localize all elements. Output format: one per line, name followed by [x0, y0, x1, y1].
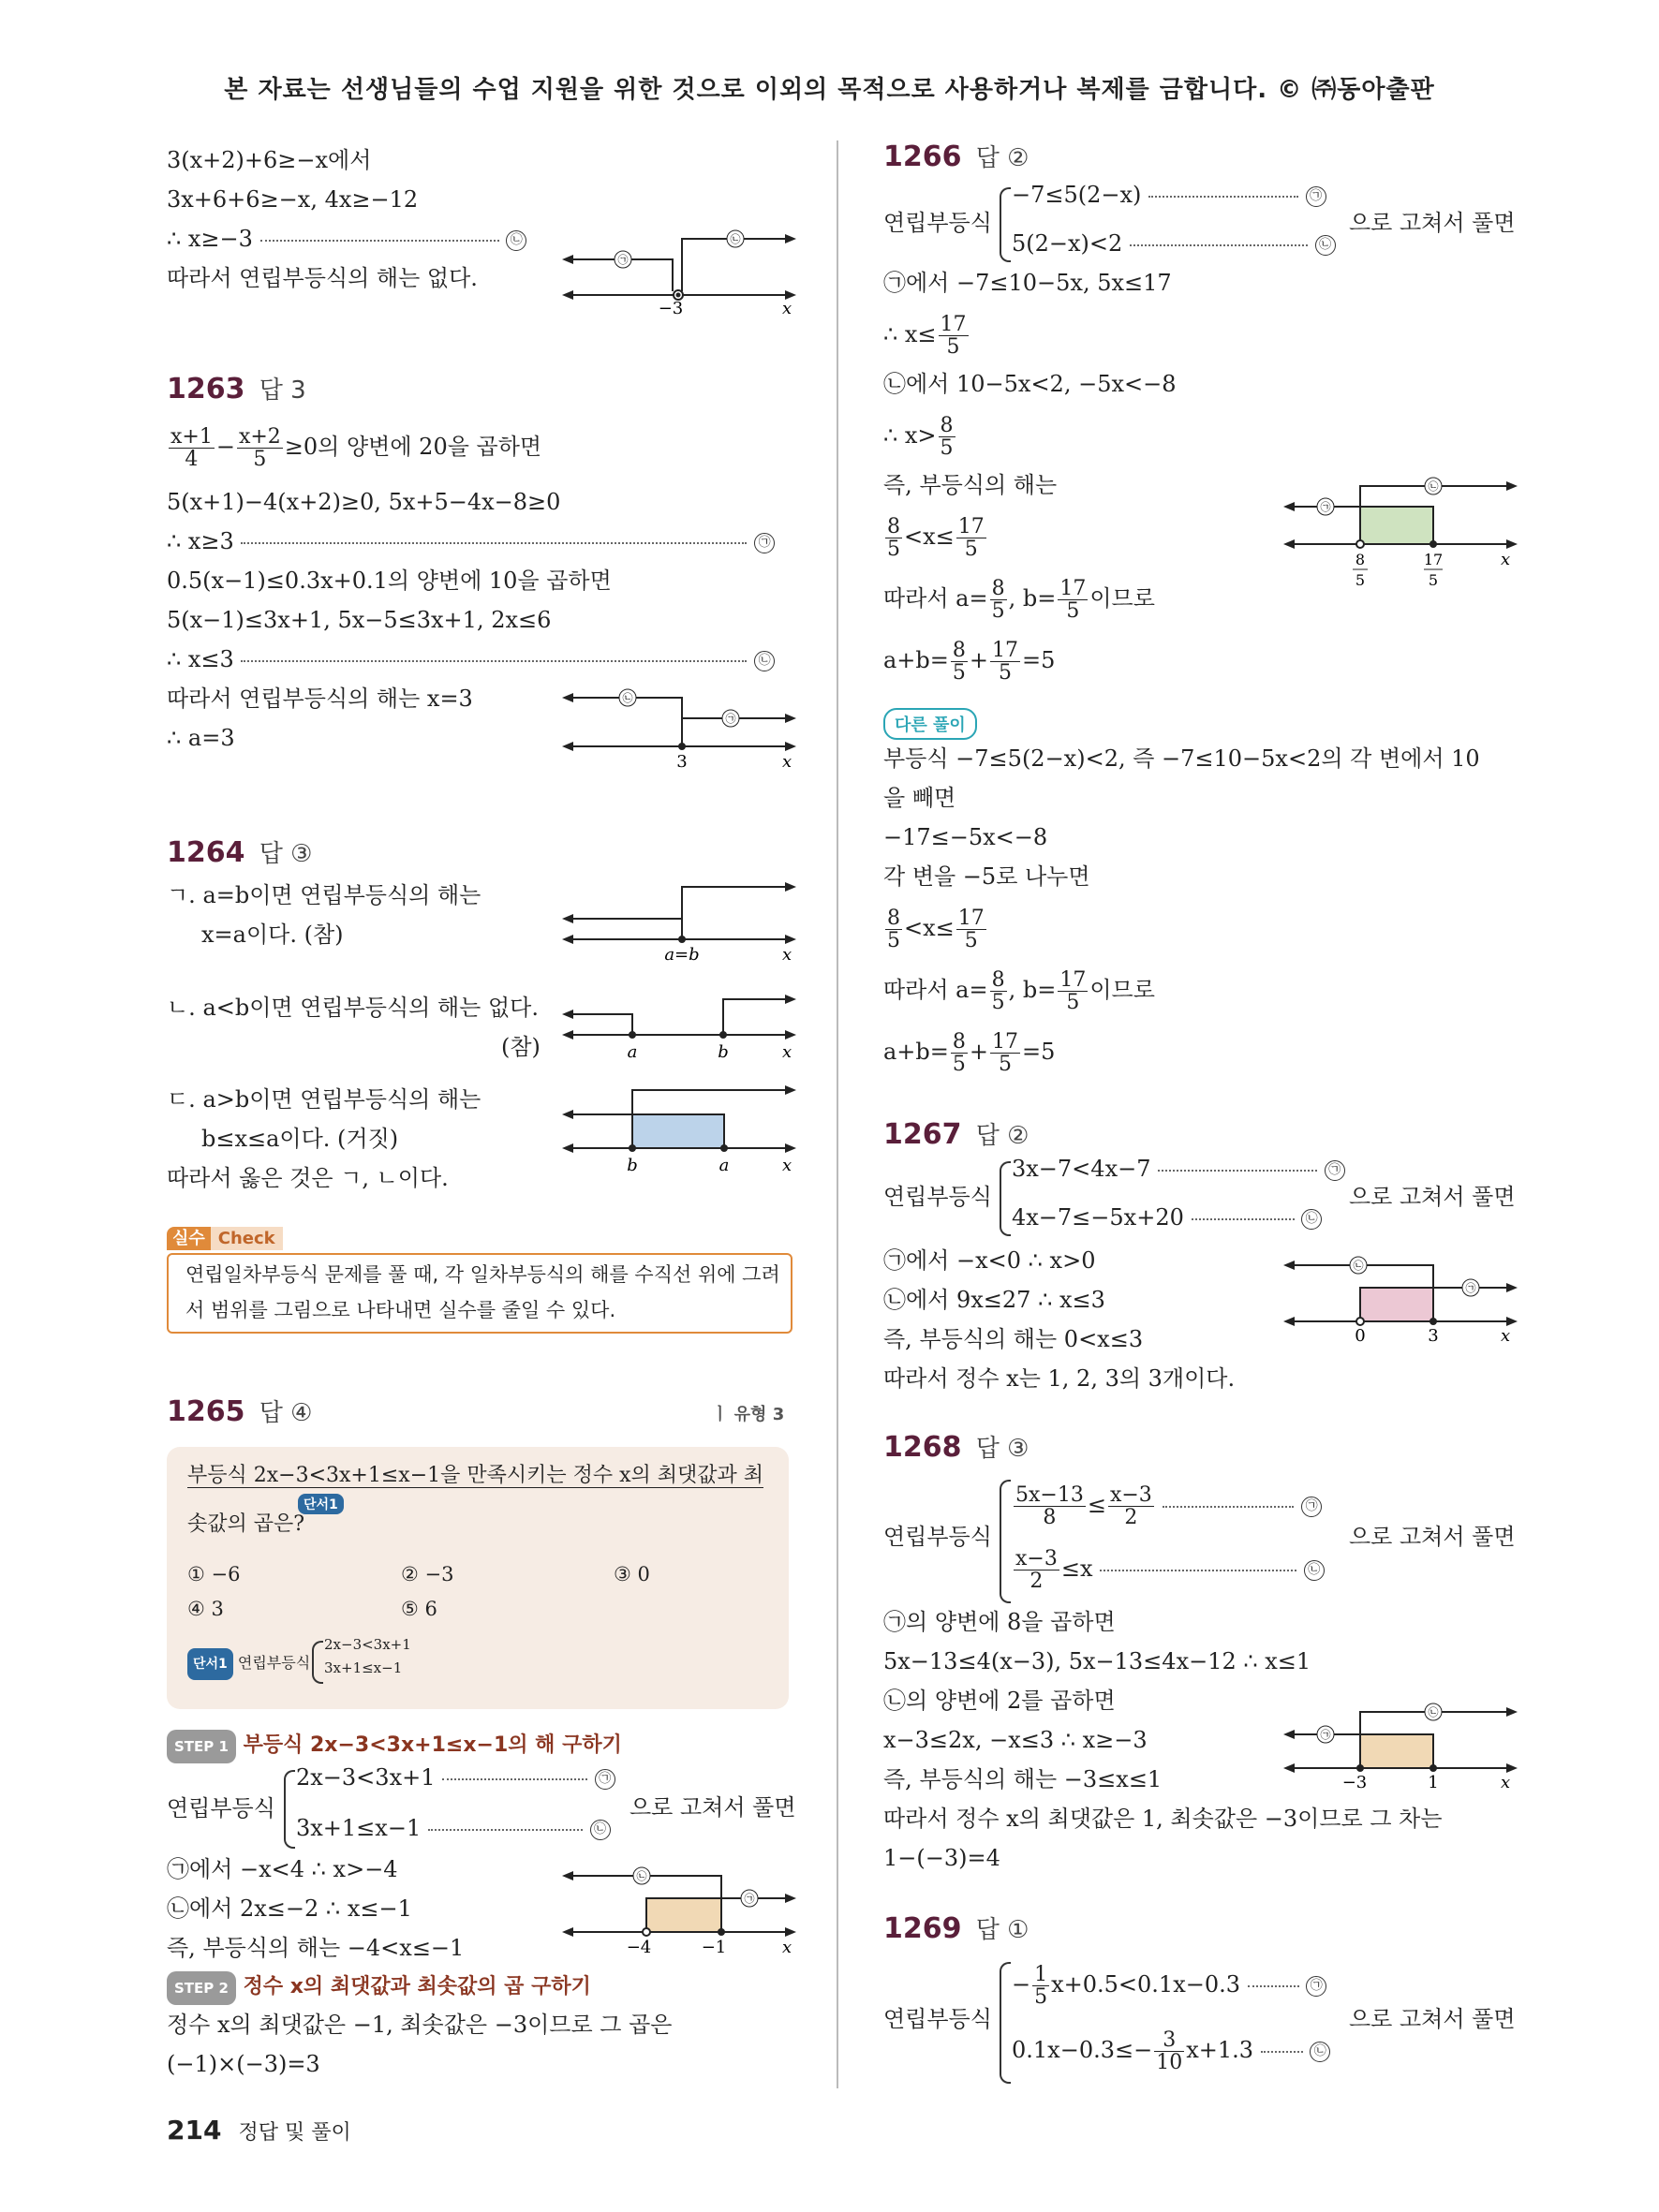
- p1267-sys-tail: 으로 고쳐서 풀면: [1349, 1184, 1516, 1210]
- svg-text:x: x: [782, 752, 792, 772]
- svg-text:㉡: ㉡: [730, 233, 741, 245]
- p1266-m6: 따라서 a= $\frac{8}{5}$ , b= $\frac{17}{5}$ 이므로: [883, 967, 1155, 1014]
- svg-text:㉠: ㉠: [617, 254, 629, 266]
- svg-text:㉡: ㉡: [636, 1870, 647, 1882]
- svg-text:㉡: ㉡: [1353, 1260, 1364, 1272]
- p1267-sys-2: 4x−7≤−5x+20 ㉡: [1012, 1202, 1322, 1232]
- svg-text:0: 0: [1355, 1326, 1366, 1344]
- p1263-line-1: $\frac{x+1}{4}$ − $\frac{x+2}{5}$ ≥0의 양변에 20을 곱하면: [170, 424, 542, 471]
- p1263-line-7: 따라서 연립부등식의 해는 x=3: [167, 686, 473, 712]
- p1265-s5: (−1)×(−3)=3: [167, 2051, 320, 2077]
- problem-1267-header: 1267 답 ②: [883, 1118, 1029, 1151]
- p1264-c2: b≤x≤a이다. (거짓): [201, 1126, 399, 1152]
- p1267-sys-label: 연립부등식: [883, 1184, 992, 1210]
- p1266-l5: 즉, 부등식의 해는: [883, 472, 1058, 498]
- top-line-2: 3x+6+6≥−x, 4x≥−12: [167, 186, 419, 213]
- svg-text:㉠: ㉠: [744, 1893, 755, 1905]
- choice-2: ② −3: [401, 1563, 454, 1585]
- step2-title: STEP 2 정수 x의 최댓값과 최솟값의 곱 구하기: [167, 1970, 591, 2005]
- p1268-l6: 따라서 정수 x의 최댓값은 1, 최솟값은 −3이므로 그 차는: [883, 1806, 1443, 1832]
- p1263-line-4: 0.5(x−1)≤0.3x+0.1의 양변에 10을 곱하면: [167, 568, 612, 594]
- p1266-m7: a+b= $\frac{8}{5}$ + $\frac{17}{5}$ =5: [883, 1029, 1056, 1076]
- p1264-c1: ㄷ. a>b이면 연립부등식의 해는: [167, 1086, 481, 1113]
- p1268-sys-tail: 으로 고쳐서 풀면: [1349, 1524, 1516, 1550]
- svg-text:x: x: [1501, 1773, 1511, 1791]
- problem-1268-header: 1268 답 ③: [883, 1431, 1029, 1464]
- alternative-solution-badge: 다른 풀이: [883, 708, 977, 740]
- top-line-3: ∴ x≥−3 ㉡: [167, 224, 526, 254]
- svg-text:x: x: [782, 1042, 792, 1062]
- choice-4: ④ 3: [187, 1598, 224, 1620]
- svg-text:㉡: ㉡: [1428, 480, 1439, 493]
- p1265-s2: ㉡에서 2x≤−2 ∴ x≤−1: [167, 1895, 412, 1922]
- p1268-sys-1: $\frac{5x-13}{8}$ ≤ $\frac{x-3}{2}$ ㉠: [1012, 1480, 1322, 1530]
- hint-badge: 단서1: [298, 1494, 344, 1514]
- p1265-s3: 즉, 부등식의 해는 −4<x≤−1: [167, 1935, 465, 1961]
- problem-1264-header: 1264 답 ③: [167, 836, 313, 869]
- p1268-l5: 즉, 부등식의 해는 −3≤x≤1: [883, 1766, 1163, 1792]
- top-line-4: 따라서 연립부등식의 해는 없다.: [167, 265, 478, 291]
- p1264-a1: ㄱ. a=b이면 연립부등식의 해는: [167, 882, 481, 908]
- svg-text:㉠: ㉠: [1465, 1282, 1476, 1294]
- svg-text:a: a: [718, 1156, 730, 1175]
- problem-1269-header: 1269 답 ①: [883, 1912, 1029, 1945]
- choice-3: ③ 0: [614, 1563, 650, 1585]
- page-footer: 214 정답 및 풀이: [167, 2115, 351, 2146]
- copyright-banner: 본 자료는 선생님들의 수업 지원을 위한 것으로 이외의 목적으로 사용하거나 복제를 금합니다. © ㈜동아출판: [224, 76, 1435, 104]
- p1266-m3: −17≤−5x<−8: [883, 824, 1048, 850]
- check-text-2: 서 범위를 그림으로 나타내면 실수를 줄일 수 있다.: [185, 1299, 616, 1321]
- svg-text:17: 17: [1423, 551, 1444, 568]
- svg-text:5: 5: [1428, 571, 1439, 589]
- p1266-m2: 을 빼면: [883, 785, 956, 811]
- p1264-b1: ㄴ. a<b이면 연립부등식의 해는 없다.: [167, 995, 539, 1021]
- p1266-sys-1: −7≤5(2−x) ㉠: [1012, 180, 1326, 210]
- p1267-l4: 따라서 정수 x는 1, 2, 3의 3개이다.: [883, 1365, 1236, 1392]
- p1269-sys-2: 0.1x−0.3≤− $\frac{3}{10}$ x+1.3 ㉡: [1012, 2025, 1330, 2075]
- p1268-l1: ㉠의 양변에 8을 곱하면: [883, 1609, 1116, 1635]
- question-line-2: 솟값의 곱은?: [187, 1512, 305, 1536]
- p1266-l7: 따라서 a= $\frac{8}{5}$ , b= $\frac{17}{5}$ 이므로: [883, 576, 1155, 623]
- svg-text:㉡: ㉡: [1428, 1706, 1439, 1718]
- svg-text:x: x: [782, 299, 792, 318]
- svg-text:b: b: [627, 1156, 638, 1175]
- hint-sys-2: 3x+1≤x−1: [324, 1659, 403, 1676]
- problem-1263-header: 1263 답 3: [167, 373, 306, 406]
- number-line-1264b: [562, 988, 796, 1063]
- hint-sys-1: 2x−3<3x+1: [324, 1636, 411, 1653]
- p1266-m1: 부등식 −7≤5(2−x)<2, 즉 −7≤10−5x<2의 각 변에서 10: [883, 745, 1480, 772]
- p1268-l4: x−3≤2x, −x≤3 ∴ x≥−3: [883, 1727, 1148, 1753]
- p1267-l2: ㉡에서 9x≤27 ∴ x≤3: [883, 1287, 1105, 1313]
- p1266-sys-tail: 으로 고쳐서 풀면: [1349, 210, 1516, 236]
- number-line-1268: [1283, 1697, 1518, 1791]
- p1268-l3: ㉡의 양변에 2를 곱하면: [883, 1688, 1116, 1714]
- svg-text:a=b: a=b: [664, 945, 700, 965]
- p1269-sys-label: 연립부등식: [883, 2006, 992, 2032]
- p1267-l1: ㉠에서 −x<0 ∴ x>0: [883, 1247, 1096, 1274]
- number-line-1267: [1283, 1250, 1518, 1344]
- p1266-l8: a+b= $\frac{8}{5}$ + $\frac{17}{5}$ =5: [883, 638, 1056, 685]
- p1268-l2: 5x−13≤4(x−3), 5x−13≤4x−12 ∴ x≤1: [883, 1648, 1311, 1674]
- p1266-l2: ∴ x≤ $\frac{17}{5}$: [883, 312, 967, 359]
- p1268-l7: 1−(−3)=4: [883, 1845, 1000, 1871]
- svg-text:−1: −1: [701, 1938, 727, 1957]
- type-label: ㅣ 유형 3: [712, 1405, 785, 1424]
- p1265-s1: ㉠에서 −x<4 ∴ x>−4: [167, 1856, 398, 1882]
- p1268-sys-label: 연립부등식: [883, 1524, 992, 1550]
- svg-text:㉠: ㉠: [725, 713, 736, 725]
- svg-text:1: 1: [1428, 1773, 1439, 1791]
- svg-text:㉡: ㉡: [622, 692, 633, 704]
- p1266-m4: 각 변을 −5로 나누면: [883, 863, 1090, 890]
- p1265-sys-1: 2x−3<3x+1 ㉠: [296, 1762, 615, 1792]
- p1263-line-3: ∴ x≥3 ㉠: [167, 526, 775, 556]
- svg-text:x: x: [1501, 1326, 1511, 1344]
- svg-text:3: 3: [1428, 1326, 1439, 1344]
- number-line-1264a: [562, 876, 796, 965]
- p1265-sys-tail: 으로 고쳐서 풀면: [630, 1794, 796, 1821]
- choice-1: ① −6: [187, 1563, 241, 1585]
- question-line-1: 부등식 2x−3<3x+1≤x−1을 만족시키는 정수 x의 최댓값과 최: [187, 1464, 764, 1487]
- svg-text:x: x: [782, 1938, 792, 1957]
- svg-text:x: x: [782, 1156, 792, 1175]
- svg-text:3: 3: [676, 752, 688, 772]
- p1266-l3: ㉡에서 10−5x<2, −5x<−8: [883, 371, 1177, 397]
- mistake-check-tag: 실수 Check: [167, 1225, 283, 1249]
- svg-text:x: x: [1501, 550, 1511, 569]
- p1266-l1: ㉠에서 −7≤10−5x, 5x≤17: [883, 270, 1172, 296]
- problem-1266-header: 1266 답 ②: [883, 140, 1029, 173]
- p1266-l6: $\frac{8}{5}$ <x≤ $\frac{17}{5}$: [887, 514, 985, 561]
- p1267-sys-1: 3x−7<4x−7 ㉠: [1012, 1154, 1345, 1184]
- svg-text:5: 5: [1355, 571, 1366, 589]
- check-text-1: 연립일차부등식 문제를 풀 때, 각 일차부등식의 해를 수직선 위에 그려: [185, 1263, 780, 1286]
- svg-text:㉠: ㉠: [1320, 1729, 1331, 1741]
- svg-text:a: a: [627, 1042, 638, 1062]
- p1269-sys-tail: 으로 고쳐서 풀면: [1349, 2006, 1516, 2032]
- number-line-top: [562, 220, 796, 323]
- number-line-1264c: [562, 1077, 796, 1175]
- p1264-a2: x=a이다. (참): [201, 922, 344, 948]
- p1265-sys-label: 연립부등식: [167, 1795, 275, 1821]
- p1264-b2: (참): [501, 1034, 541, 1060]
- hint-line: 단서1 연립부등식: [187, 1648, 310, 1680]
- svg-text:8: 8: [1355, 551, 1366, 568]
- step1-title: STEP 1 부등식 2x−3<3x+1≤x−1의 해 구하기: [167, 1729, 622, 1763]
- p1265-sys-2: 3x+1≤x−1 ㉡: [296, 1813, 611, 1843]
- p1265-s4: 정수 x의 최댓값은 −1, 최솟값은 −3이므로 그 곱은: [167, 2012, 673, 2038]
- number-line-1263: [562, 679, 796, 773]
- p1264-c3: 따라서 옳은 것은 ㄱ, ㄴ이다.: [167, 1165, 449, 1191]
- number-line-1265: [562, 1859, 796, 1957]
- p1266-sys-label: 연립부등식: [883, 210, 992, 236]
- p1266-sys-2: 5(2−x)<2 ㉡: [1012, 229, 1336, 258]
- p1263-line-6: ∴ x≤3 ㉡: [167, 644, 775, 674]
- problem-1265-header: 1265 답 ④: [167, 1395, 313, 1428]
- svg-text:−3: −3: [658, 299, 684, 318]
- p1269-sys-1: − $\frac{1}{5}$ x+0.5<0.1x−0.3 ㉠: [1012, 1959, 1326, 2010]
- svg-text:−4: −4: [626, 1938, 652, 1957]
- p1263-line-8: ∴ a=3: [167, 725, 235, 751]
- column-divider: [837, 140, 838, 2088]
- p1266-l4: ∴ x> $\frac{8}{5}$: [883, 413, 954, 460]
- top-line-1: 3(x+2)+6≥−x에서: [167, 147, 372, 173]
- svg-text:−3: −3: [1341, 1773, 1368, 1791]
- p1263-line-5: 5(x−1)≤3x+1, 5x−5≤3x+1, 2x≤6: [167, 607, 552, 633]
- svg-text:x: x: [782, 945, 792, 965]
- p1268-sys-2: $\frac{x-3}{2}$ ≤x ㉡: [1012, 1543, 1325, 1594]
- number-line-1266: [1283, 473, 1518, 595]
- svg-text:㉠: ㉠: [1320, 501, 1331, 513]
- p1267-l3: 즉, 부등식의 해는 0<x≤3: [883, 1326, 1144, 1352]
- p1266-m5: $\frac{8}{5}$ <x≤ $\frac{17}{5}$: [887, 906, 985, 952]
- p1263-line-2: 5(x+1)−4(x+2)≥0, 5x+5−4x−8≥0: [167, 489, 561, 515]
- choice-5: ⑤ 6: [401, 1598, 437, 1620]
- svg-text:b: b: [718, 1042, 729, 1062]
